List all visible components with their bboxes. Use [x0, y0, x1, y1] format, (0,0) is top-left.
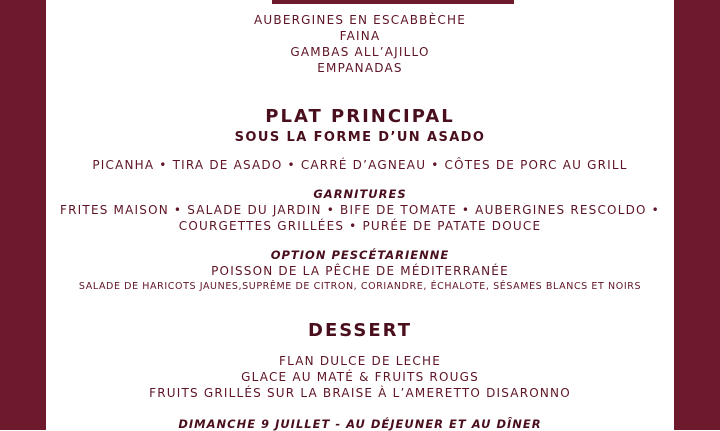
main-course-title: PLAT PRINCIPAL — [265, 106, 455, 127]
sides-title: GARNITURES — [313, 187, 407, 201]
dessert-item: FLAN DULCE DE LECHE — [278, 354, 442, 368]
dessert-item: FRUITS GRILLÉS SUR LA BRAISE À L’AMERETTO DISARONNO — [149, 386, 571, 400]
sides-line-2: COURGETTES GRILLÉES • PURÉE DE PATATE DOUCE — [178, 219, 542, 233]
starter-item: AUBERGINES EN ESCABBÈCHE — [254, 13, 466, 27]
sides-line-1: FRITES MAISON • SALADE DU JARDIN • BIFE DE TOMATE • AUBERGINES RESCOLDO • — [60, 203, 660, 217]
left-border — [0, 0, 46, 430]
menu-card — [46, 0, 674, 430]
pescatarian-dish: POISSON DE LA PÊCHE DE MÉDITERRANÉE — [211, 264, 509, 278]
main-course-subtitle: SOUS LA FORME D’UN ASADO — [234, 130, 486, 145]
dessert-item: GLACE AU MATÉ & FRUITS ROUGS — [241, 370, 479, 384]
starter-item: GAMBAS ALL’AJILLO — [290, 45, 430, 59]
meats-list: PICANHA • TIRA DE ASADO • CARRÉ D’AGNEAU • CÔTES DE PORC AU GRILL — [92, 158, 628, 172]
right-border — [674, 0, 720, 430]
starter-item: FAINA — [339, 29, 381, 43]
pescatarian-details: SALADE DE HARICOTS JAUNES,SUPRÊME DE CITRON, CORIANDRE, ÉCHALOTE, SÉSAMES BLANCS ET NOIRS — [78, 281, 642, 292]
starter-item: EMPANADAS — [317, 61, 403, 75]
dessert-title: DESSERT — [308, 320, 412, 341]
pescatarian-title: OPTION PESCÉTARIENNE — [270, 248, 450, 262]
footer-date: DIMANCHE 9 JUILLET - AU DÉJEUNER ET AU DÎNER — [178, 417, 542, 431]
top-decoration — [272, 0, 514, 4]
